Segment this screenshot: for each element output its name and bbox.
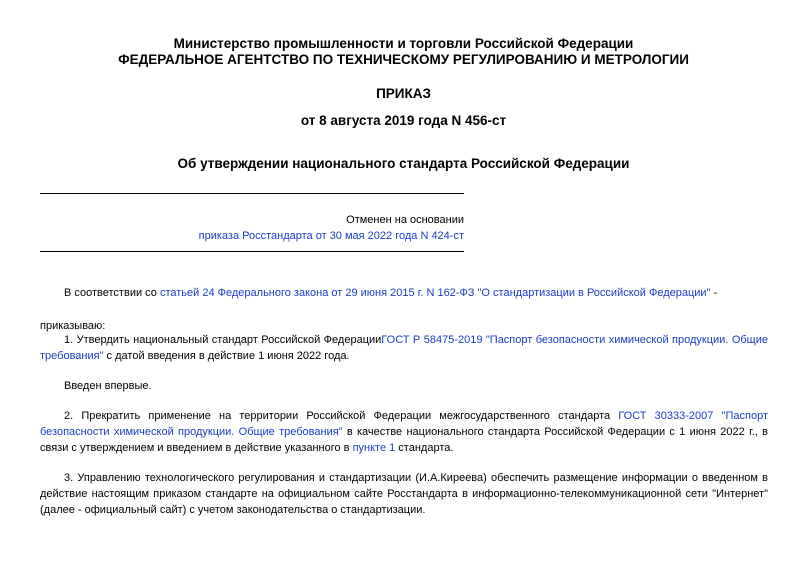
item-1-prefix: 1. Утвердить национальный стандарт Российской Федерации (64, 334, 382, 346)
document-date-number: от 8 августа 2019 года N 456-ст (300, 113, 507, 128)
introduced-note: Введен впервые. (64, 380, 152, 392)
cancellation-order-link[interactable]: приказа Росстандарта от 30 мая 2022 года N 424-ст (198, 230, 464, 242)
cancellation-note: Отменен на основании (346, 214, 464, 226)
ministry-name: Министерство промышленности и торговли Российской Федерации (173, 36, 634, 51)
item-3-paragraph: 3. Управлению технологического регулирования и стандартизации (И.А.Киреева) обеспечить размещение информации о введенном в действие настоящим приказом стандарте на официальном сайте Росстандарта в информационно-телекоммуникационной сети "Интернет" (далее - официальный сайт) с учетом законодательства о стандартизации. (40, 472, 768, 516)
top-divider (40, 193, 464, 194)
basis-suffix: - (710, 287, 718, 299)
basis-paragraph (40, 285, 768, 301)
point-1-link[interactable]: пункте 1 (352, 442, 396, 454)
basis-prefix: В соответствии со (64, 287, 160, 299)
order-word: приказываю: (40, 320, 106, 332)
agency-name: ФЕДЕРАЛЬНОЕ АГЕНТСТВО ПО ТЕХНИЧЕСКОМУ РЕГУЛИРОВАНИЮ И МЕТРОЛОГИИ (118, 52, 689, 67)
document-type: ПРИКАЗ (376, 86, 431, 101)
bottom-divider (40, 251, 464, 252)
gost-30333-link[interactable]: ГОСТ 30333-2007 "Паспорт безопасности химической продукции. Общие требования" (40, 410, 768, 438)
item-2-suffix: стандарта. (395, 442, 454, 454)
federal-law-link[interactable]: статьей 24 Федерального закона от 29 июня 2015 г. N 162-ФЗ "О стандартизации в Российской Федерации" (159, 287, 711, 299)
item-2-middle: в качестве национального стандарта Российской Федерации с 1 июня 2022 г., в связи с утверждением и введением в действие указанного в (40, 426, 768, 454)
item-1-paragraph (40, 332, 768, 364)
item-2-paragraph (40, 408, 768, 456)
document-title: Об утверждении национального стандарта Российской Федерации (177, 156, 630, 171)
item-1-suffix: с датой введения в действие 1 июня 2022 года. (103, 350, 350, 362)
cancellation-link-line (40, 229, 464, 243)
item-2-prefix: 2. Прекратить применение на территории Российской Федерации межгосударственного стандарта (64, 410, 619, 422)
gost-r-58475-link[interactable]: ГОСТ Р 58475-2019 "Паспорт безопасности химической продукции. Общие требования" (40, 334, 768, 362)
